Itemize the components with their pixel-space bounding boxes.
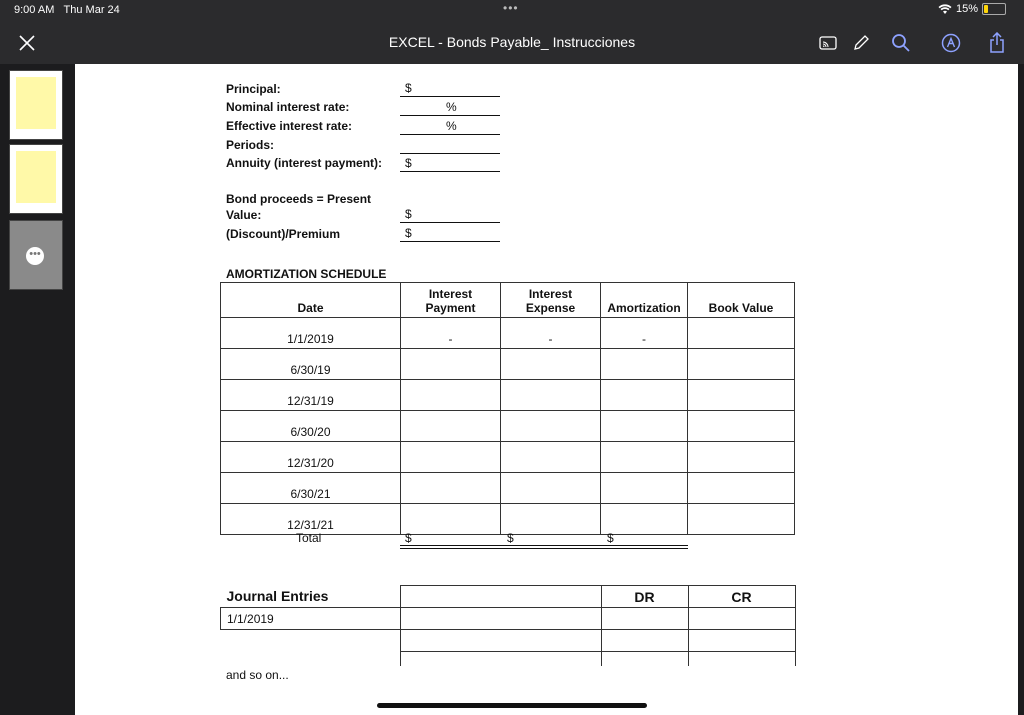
wifi-icon <box>938 4 952 15</box>
table-row <box>221 442 795 473</box>
table-row <box>221 608 796 630</box>
col-interest-payment-label: Interest Payment <box>425 287 476 315</box>
cell <box>688 630 795 652</box>
proceeds-label-1: Bond proceeds = Present <box>226 192 372 206</box>
cell <box>400 586 601 608</box>
thumbnail-page-1[interactable] <box>9 70 63 140</box>
col-date: Date <box>221 283 401 318</box>
cell: 6/30/20 <box>221 411 401 442</box>
cell <box>401 349 501 380</box>
discount-dollar: $ <box>405 226 412 240</box>
toolbar <box>0 22 1024 64</box>
col-interest-expense-label: Interest Expense <box>525 287 576 315</box>
cell <box>401 504 501 535</box>
discount-label: (Discount)/Premium <box>226 227 341 241</box>
cell <box>501 411 601 442</box>
cell: 12/31/19 <box>221 380 401 411</box>
cell <box>601 608 688 630</box>
cell <box>601 380 688 411</box>
dr-header: DR <box>601 586 688 608</box>
total-dollar-amortization: $ <box>607 531 614 545</box>
schedule-title: AMORTIZATION SCHEDULE <box>226 267 387 281</box>
cell: 12/31/20 <box>221 442 401 473</box>
home-indicator[interactable] <box>377 703 647 708</box>
share-icon[interactable] <box>984 30 1010 56</box>
cell <box>688 318 795 349</box>
cell <box>688 442 795 473</box>
cell <box>688 504 795 535</box>
cell <box>400 608 601 630</box>
cell <box>401 473 501 504</box>
status-right <box>938 3 1006 15</box>
cell <box>688 380 795 411</box>
amortization-table <box>220 282 795 535</box>
and-so-on-text: and so on... <box>226 668 289 682</box>
cell <box>501 473 601 504</box>
effective-percent: % <box>446 119 457 133</box>
cell <box>601 349 688 380</box>
cell <box>688 349 795 380</box>
table-row <box>221 586 796 608</box>
col-interest-expense <box>501 283 601 318</box>
cell <box>688 411 795 442</box>
thumbnail-page-3[interactable] <box>9 220 63 290</box>
cell <box>688 473 795 504</box>
col-book-value: Book Value <box>688 283 795 318</box>
document-page <box>75 64 1018 715</box>
cell <box>601 504 688 535</box>
multitasking-dots-icon[interactable]: ••• <box>503 1 519 15</box>
cell <box>601 411 688 442</box>
cell <box>501 349 601 380</box>
journal-date: 1/1/2019 <box>221 608 401 630</box>
nominal-rate-label: Nominal interest rate: <box>226 100 350 114</box>
more-icon[interactable]: ••• <box>26 247 44 265</box>
proceeds-label-2: Value: <box>226 208 262 222</box>
cell: 1/1/2019 <box>221 318 401 349</box>
principal-dollar: $ <box>405 81 412 95</box>
cell <box>401 442 501 473</box>
col-amortization: Amortization <box>601 283 688 318</box>
cell <box>501 504 601 535</box>
table-row <box>221 411 795 442</box>
battery-icon <box>982 3 1006 15</box>
cell: - <box>501 318 601 349</box>
total-dollar-expense: $ <box>507 531 514 545</box>
cell <box>688 652 795 667</box>
document-title: EXCEL - Bonds Payable_ Instrucciones <box>388 34 636 50</box>
search-icon[interactable] <box>888 30 914 56</box>
periods-label: Periods: <box>226 138 275 152</box>
thumbnail-page-2[interactable] <box>9 144 63 214</box>
status-time-date: 9:00 AM Thu Mar 24 <box>14 4 120 16</box>
cell <box>221 652 401 667</box>
proceeds-dollar: $ <box>405 207 412 221</box>
table-row <box>221 473 795 504</box>
page-thumbnails <box>0 64 75 715</box>
col-interest-payment <box>401 283 501 318</box>
cell: - <box>401 318 501 349</box>
cell <box>401 380 501 411</box>
status-bar <box>0 0 1024 22</box>
table-row <box>221 349 795 380</box>
table-header-row <box>221 283 795 318</box>
cell <box>601 442 688 473</box>
cell <box>601 652 688 667</box>
cell <box>221 630 401 652</box>
annuity-dollar: $ <box>405 156 412 170</box>
cell <box>400 630 601 652</box>
cell <box>501 380 601 411</box>
table-row <box>221 318 795 349</box>
annuity-label: Annuity (interest payment): <box>226 156 383 170</box>
cell: 12/31/21 <box>221 504 401 535</box>
cell <box>501 442 601 473</box>
cell <box>400 652 601 667</box>
journal-title: Journal Entries <box>221 586 401 608</box>
effective-rate-label: Effective interest rate: <box>226 119 353 133</box>
battery-percent: 15% <box>955 3 978 15</box>
pencil-icon[interactable] <box>848 30 874 56</box>
cell <box>601 630 688 652</box>
table-row <box>221 504 795 535</box>
markup-icon[interactable] <box>938 30 964 56</box>
nominal-percent: % <box>446 100 457 114</box>
journal-entries-table <box>220 585 796 666</box>
principal-label: Principal: <box>226 82 281 96</box>
table-row <box>221 630 796 652</box>
cell: 6/30/19 <box>221 349 401 380</box>
total-label: Total <box>296 531 322 545</box>
table-row <box>221 652 796 667</box>
cell: - <box>601 318 688 349</box>
cell <box>401 411 501 442</box>
table-row <box>221 380 795 411</box>
screen-mirror-icon[interactable] <box>815 30 841 56</box>
cell <box>688 608 795 630</box>
total-dollar-payment: $ <box>405 531 412 545</box>
cr-header: CR <box>688 586 795 608</box>
cell: 6/30/21 <box>221 473 401 504</box>
cell <box>601 473 688 504</box>
